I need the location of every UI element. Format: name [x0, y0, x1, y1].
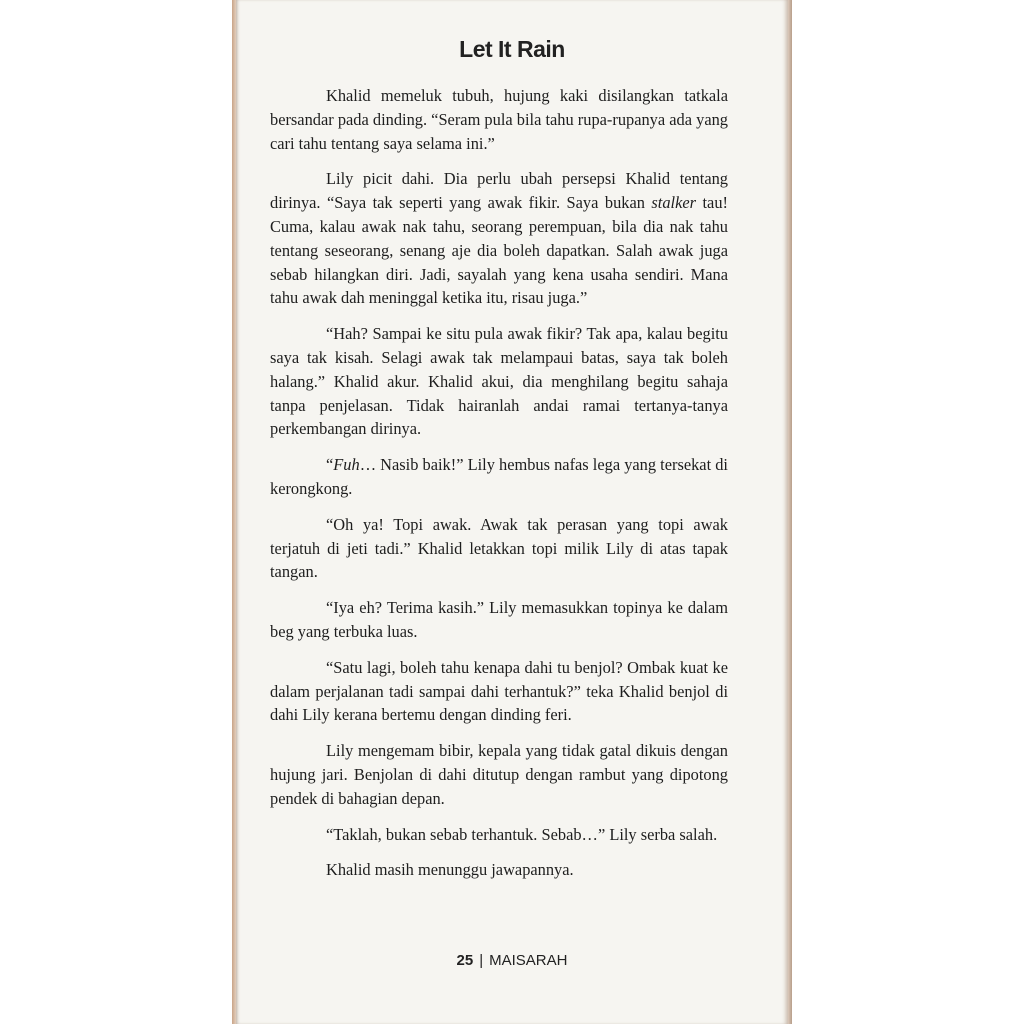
italic-word: stalker: [651, 193, 697, 213]
paragraph: “Oh ya! Topi awak. Awak tak perasan yang topi awak terjatuh di jeti tadi.” Khalid letakkan topi milik Lily di atas tapak tangan.: [270, 514, 728, 582]
paragraph: “Taklah, bukan sebab terhantuk. Sebab…” Lily serba salah.: [326, 824, 718, 844]
page-number: 25: [456, 952, 474, 969]
footer-separator: |: [479, 952, 484, 969]
paragraph: “Fuh… Nasib baik!” Lily hembus nafas lega yang tersekat di kerongkong.: [270, 455, 728, 498]
paragraph: Khalid memeluk tubuh, hujung kaki disilangkan tatkala bersandar pada dinding. “Seram pula bila tahu rupa-rupanya ada yang cari tahu tentang saya selama ini.”: [270, 86, 728, 153]
author-name: MAISARAH: [489, 952, 568, 969]
paragraph: Lily picit dahi. Dia perlu ubah persepsi Khalid tentang dirinya. “Saya tak seperti yang awak fikir. Saya bukan stalker tau! Cuma, kalau awak nak tahu, seorang perempuan, bila dia nak tahu tentang seseorang, senang aje dia boleh dapatkan. Salah awak juga sebab hilangkan diri. Jadi, sayalah yang kena usaha sendiri. Mana tahu awak dah meninggal ketika itu, risau juga.”: [270, 169, 728, 308]
book-page: [236, 0, 788, 1024]
page-body: [270, 84, 728, 894]
page-footer: [236, 952, 788, 969]
paragraph: Khalid masih menunggu jawapannya.: [326, 860, 574, 880]
chapter-title: Let It Rain: [459, 36, 565, 62]
paragraph: “Satu lagi, boleh tahu kenapa dahi tu benjol? Ombak kuat ke dalam perjalanan tadi sampai dahi terhantuk?” teka Khalid benjol di dahi Lily kerana bertemu dengan dinding feri.: [270, 657, 728, 725]
paragraph: “Hah? Sampai ke situ pula awak fikir? Tak apa, kalau begitu saya tak kisah. Selagi awak tak melampaui batas, saya tak boleh halang.” Khalid akur. Khalid akui, dia menghilang begitu sahaja tanpa penjelasan. Tidak hairanlah andai ramai tertanya-tanya perkembangan dirinya.: [270, 324, 728, 439]
paragraph: “Iya eh? Terima kasih.” Lily memasukkan topinya ke dalam beg yang terbuka luas.: [270, 598, 728, 641]
paragraph: Lily mengemam bibir, kepala yang tidak gatal dikuis dengan hujung jari. Benjolan di dahi ditutup dengan rambut yang dipotong pendek di bahagian depan.: [270, 741, 728, 808]
italic-word: Fuh: [333, 455, 360, 475]
